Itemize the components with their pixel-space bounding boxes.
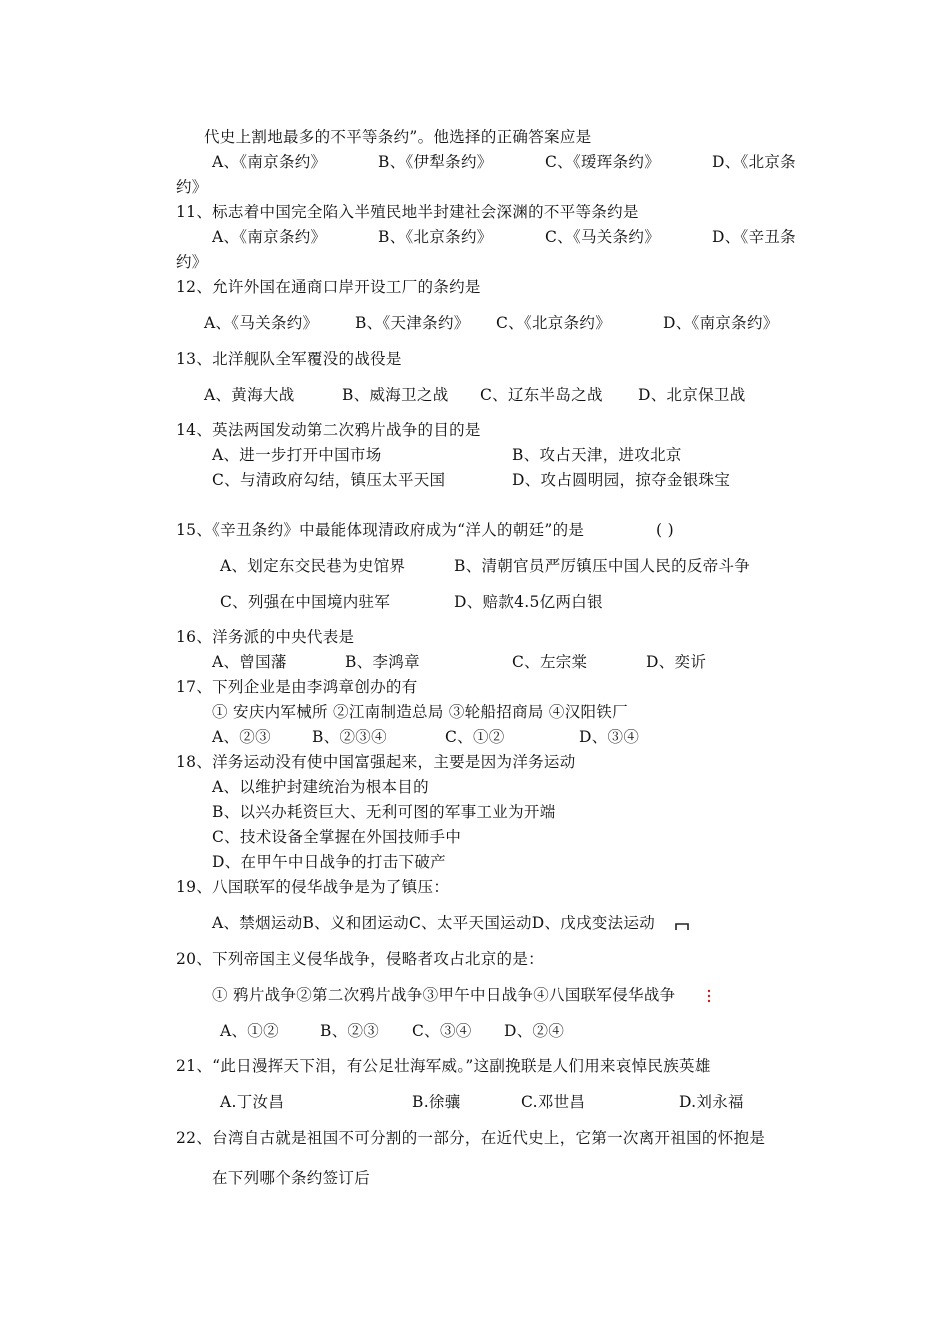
q21-option-b[interactable]: B.徐骧 [412, 1093, 461, 1111]
q10-option-c[interactable]: C、《瑷珲条约》 [545, 153, 661, 171]
q20-option-b[interactable]: B、②③ [320, 1022, 380, 1040]
q22-stem: 22、台湾自古就是祖国不可分割的一部分，在近代史上，它第一次离开祖国的怀抱是 [176, 1129, 766, 1147]
q15-answer-blank: ( ) [656, 521, 674, 539]
q13-option-d[interactable]: D、北京保卫战 [638, 386, 746, 404]
q18-option-d[interactable]: D、在甲午中日战争的打击下破产 [212, 853, 446, 871]
q15-stem: 15、《辛丑条约》中最能体现清政府成为“洋人的朝廷”的是 [176, 521, 585, 539]
q10-stem-continuation: 代史上割地最多的不平等条约”。他选择的正确答案应是 [204, 128, 592, 146]
q13-option-c[interactable]: C、辽东半岛之战 [480, 386, 603, 404]
q13-option-a[interactable]: A、黄海大战 [204, 386, 295, 404]
q18-option-b[interactable]: B、以兴办耗资巨大、无利可图的军事工业为开端 [212, 803, 556, 821]
q20-option-a[interactable]: A、①② [220, 1022, 279, 1040]
q16-option-d[interactable]: D、奕䜣 [646, 653, 707, 671]
q12-option-c[interactable]: C、《北京条约》 [496, 314, 612, 332]
q15-option-a[interactable]: A、划定东交民巷为史馆界 [220, 557, 406, 575]
q18-stem: 18、洋务运动没有使中国富强起来，主要是因为洋务运动 [176, 753, 576, 771]
q12-option-b[interactable]: B、《天津条约》 [355, 314, 470, 332]
q20-items: ① 鸦片战争②第二次鸦片战争③甲午中日战争④八国联军侵华战争 [212, 986, 676, 1004]
q14-option-a[interactable]: A、进一步打开中国市场 [212, 446, 382, 464]
paragraph-mark-icon [675, 919, 689, 931]
q15-option-d[interactable]: D、赔款4.5亿两白银 [454, 593, 603, 611]
q21-option-c[interactable]: C.邓世昌 [521, 1093, 586, 1111]
q12-option-d[interactable]: D、《南京条约》 [663, 314, 779, 332]
q14-option-b[interactable]: B、攻占天津，进攻北京 [512, 446, 682, 464]
q14-option-c[interactable]: C、与清政府勾结，镇压太平天国 [212, 471, 446, 489]
q10-option-d-wrap: 约》 [176, 178, 208, 196]
q16-option-c[interactable]: C、左宗棠 [512, 653, 588, 671]
q13-option-b[interactable]: B、威海卫之战 [342, 386, 449, 404]
q11-option-c[interactable]: C、《马关条约》 [545, 228, 661, 246]
q16-stem: 16、洋务派的中央代表是 [176, 628, 355, 646]
q11-option-d[interactable]: D、《辛丑条 [712, 228, 796, 246]
q11-option-a[interactable]: A、《南京条约》 [212, 228, 327, 246]
q16-option-b[interactable]: B、李鸿章 [345, 653, 420, 671]
q10-option-a[interactable]: A、《南京条约》 [212, 153, 327, 171]
q14-option-d[interactable]: D、攻占圆明园，掠夺金银珠宝 [512, 471, 731, 489]
q17-option-c[interactable]: C、①② [445, 728, 505, 746]
q21-stem: 21、“此日漫挥天下泪，有公足壮海军威。”这副挽联是人们用来哀悼民族英雄 [176, 1057, 711, 1075]
q21-option-a[interactable]: A.丁汝昌 [220, 1093, 285, 1111]
q17-option-d[interactable]: D、③④ [579, 728, 640, 746]
q17-option-b[interactable]: B、②③④ [312, 728, 387, 746]
q11-stem: 11、标志着中国完全陷入半殖民地半封建社会深渊的不平等条约是 [176, 203, 639, 221]
q12-stem: 12、允许外国在通商口岸开设工厂的条约是 [176, 278, 481, 296]
q18-option-c[interactable]: C、技术设备全掌握在外国技师手中 [212, 828, 462, 846]
q18-option-a[interactable]: A、以维护封建统治为根本目的 [212, 778, 429, 796]
q17-items: ① 安庆内军械所 ②江南制造总局 ③轮船招商局 ④汉阳铁厂 [212, 703, 628, 721]
q20-option-d[interactable]: D、②④ [504, 1022, 565, 1040]
q13-stem: 13、北洋舰队全军覆没的战役是 [176, 350, 402, 368]
q19-stem: 19、八国联军的侵华战争是为了镇压： [176, 878, 450, 896]
q20-option-c[interactable]: C、③④ [412, 1022, 472, 1040]
q11-option-d-wrap: 约》 [176, 253, 208, 271]
q10-option-d[interactable]: D、《北京条 [712, 153, 796, 171]
q19-options[interactable]: A、禁烟运动B、义和团运动C、太平天国运动D、戊戌变法运动 [212, 914, 656, 932]
q12-option-a[interactable]: A、《马关条约》 [204, 314, 319, 332]
q20-stem: 20、下列帝国主义侵华战争，侵略者攻占北京的是： [176, 950, 544, 968]
q15-option-b[interactable]: B、清朝官员严厉镇压中国人民的反帝斗争 [454, 557, 751, 575]
q15-option-c[interactable]: C、列强在中国境内驻军 [220, 593, 391, 611]
q22-stem-continuation: 在下列哪个条约签订后 [212, 1169, 371, 1187]
revision-mark-icon [706, 989, 712, 1003]
q11-option-b[interactable]: B、《北京条约》 [378, 228, 493, 246]
q16-option-a[interactable]: A、曾国藩 [212, 653, 287, 671]
q17-stem: 17、下列企业是由李鸿章创办的有 [176, 678, 418, 696]
q17-option-a[interactable]: A、②③ [212, 728, 271, 746]
q21-option-d[interactable]: D.刘永福 [679, 1093, 744, 1111]
q14-stem: 14、英法两国发动第二次鸦片战争的目的是 [176, 421, 481, 439]
q10-option-b[interactable]: B、《伊犁条约》 [378, 153, 493, 171]
